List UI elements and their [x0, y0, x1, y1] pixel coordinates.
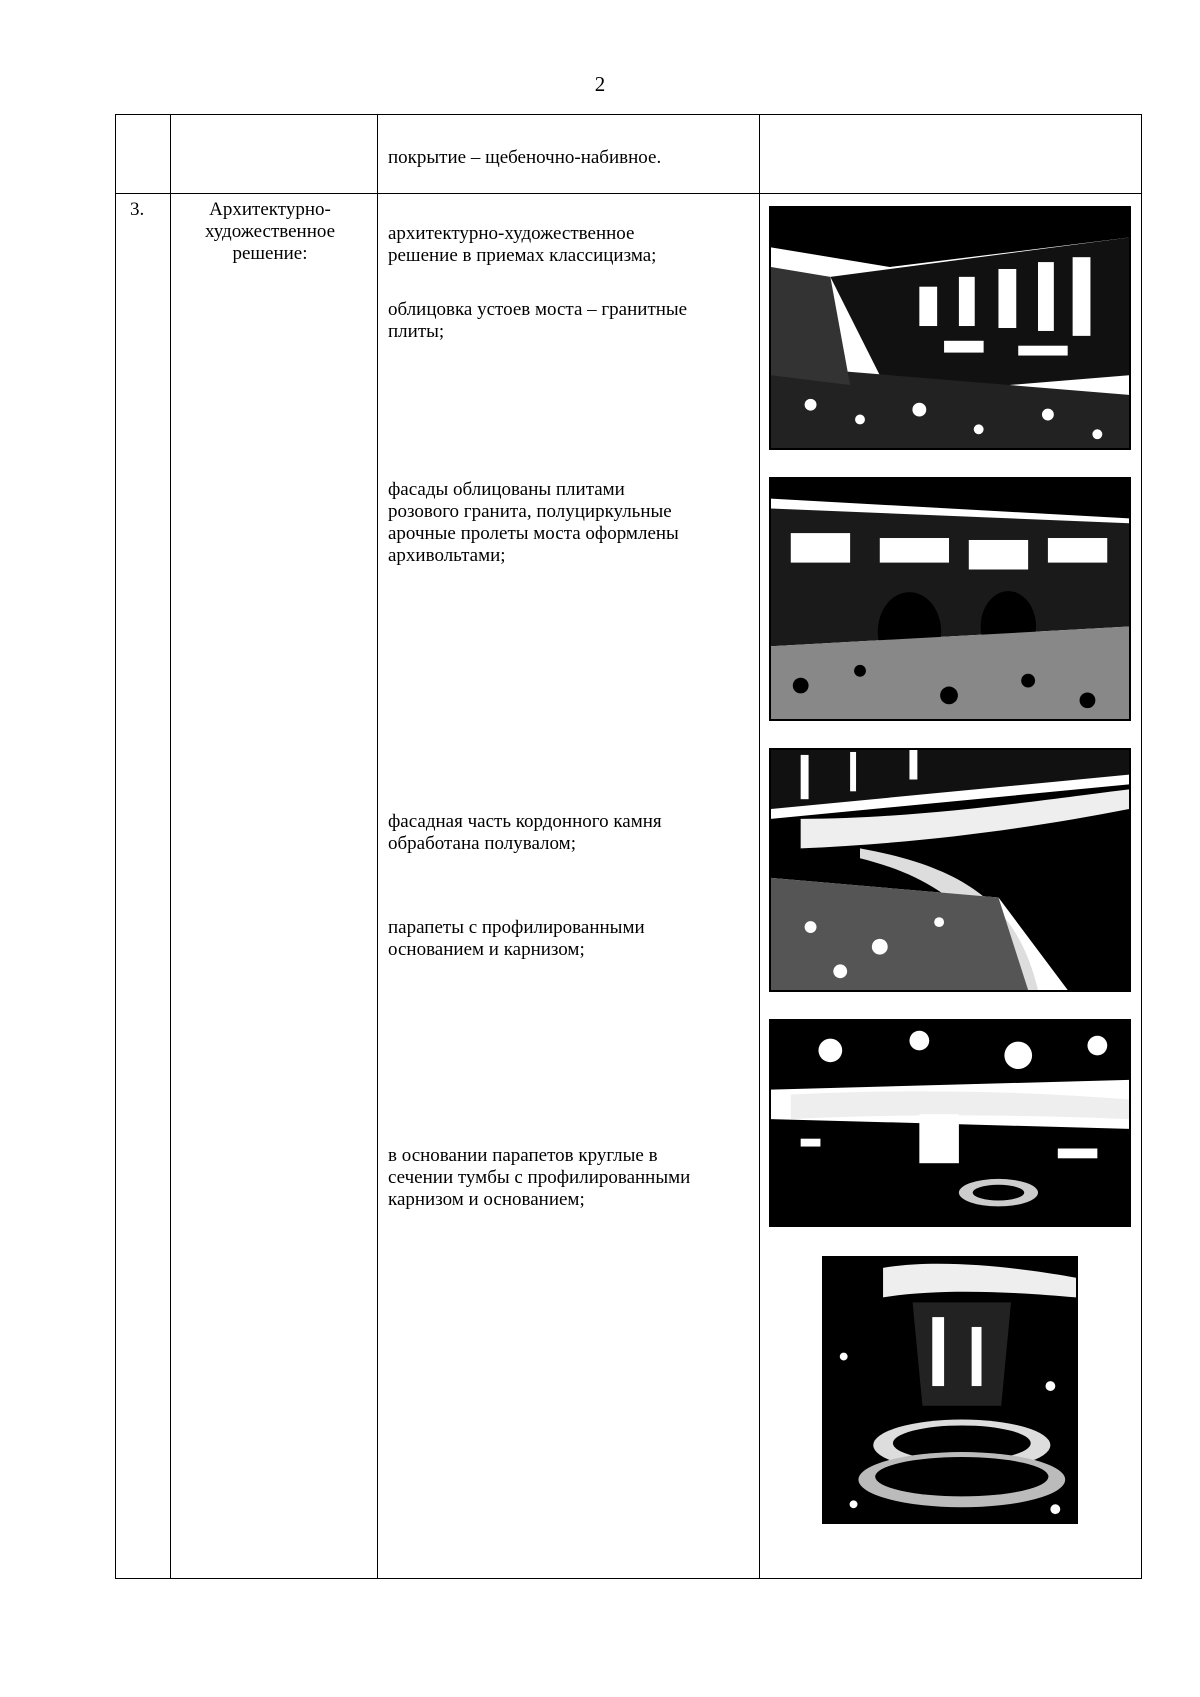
- bridge-arches-icon: [771, 479, 1129, 719]
- bridge-abutment-photo: [769, 206, 1131, 450]
- description-paragraph: фасадная часть кордонного камня обработана полувалом;: [388, 811, 662, 854]
- parapet-pedestal-photo: [822, 1256, 1078, 1524]
- bridge-parapet-photo: [769, 1019, 1131, 1227]
- description-paragraph: фасады облицованы плитами розового гранита, полуциркульные арочные пролеты моста оформлены архивольтами;: [388, 479, 679, 566]
- column-divider: [170, 115, 171, 1578]
- description-paragraph: архитектурно-художественное решение в приемах классицизма;: [388, 223, 657, 266]
- description-paragraph: в основании парапетов круглые в сечении тумбы с профилированными карнизом и основанием;: [388, 1145, 691, 1210]
- description-paragraph: парапеты с профилированными основанием и карнизом;: [388, 917, 645, 960]
- description-paragraph: облицовка устоев моста – гранитные плиты;: [388, 299, 688, 342]
- bridge-parapet-icon: [771, 1021, 1129, 1225]
- row-number: 3.: [130, 199, 145, 220]
- bridge-cordon-stone-photo: [769, 748, 1131, 992]
- bridge-arches-photo: [769, 477, 1131, 721]
- monument-table: [115, 114, 1142, 1579]
- prev-row-description: покрытие – щебеночно-набивное.: [388, 147, 662, 168]
- parapet-pedestal-icon: [824, 1258, 1076, 1522]
- column-divider: [759, 115, 760, 1578]
- bridge-cordon-stone-icon: [771, 750, 1129, 990]
- page-number: 2: [594, 72, 606, 96]
- column-divider: [377, 115, 378, 1578]
- row-name: Архитектурно- художественное решение:: [204, 199, 336, 264]
- bridge-abutment-icon: [771, 208, 1129, 448]
- row-divider: [116, 193, 1141, 194]
